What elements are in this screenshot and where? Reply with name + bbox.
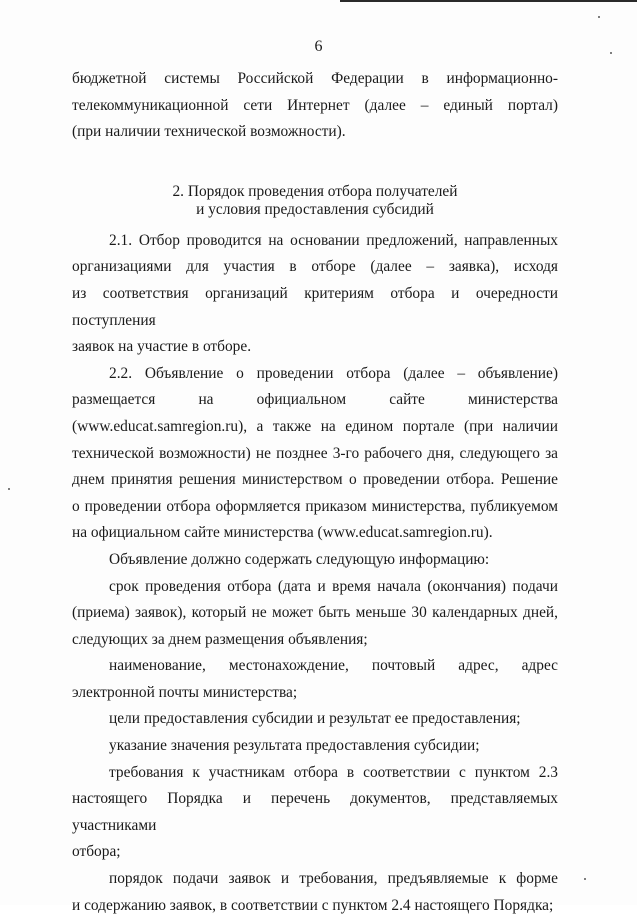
scan-top-rule bbox=[340, 0, 637, 2]
page-number: 6 bbox=[314, 38, 323, 55]
paragraph-2-2 bbox=[72, 361, 558, 547]
announcement-intro bbox=[72, 547, 558, 574]
text-line: бюджетной системы Российской Федерации в информационно- bbox=[72, 70, 558, 87]
text-line: порядок подачи заявок и требования, предъявляемые к форме bbox=[109, 870, 558, 888]
text-line: указание значения результата предоставления субсидии; bbox=[109, 737, 480, 755]
text-line: требования к участникам отбора в соответствии с пунктом 2.3 bbox=[109, 763, 558, 781]
text-line: телекоммуникационной сети Интернет (далее – единый портал) bbox=[72, 96, 558, 114]
text-line: срок проведения отбора (дата и время начала (окончания) подачи bbox=[109, 577, 558, 595]
list-item bbox=[72, 866, 558, 919]
text-line: организациями для участия в отборе (далее – заявка), исходя bbox=[72, 258, 558, 276]
text-line: (www.educat.samregion.ru), а также на едином портале (при наличии bbox=[72, 417, 558, 435]
text-line: заявок на участие в отборе. bbox=[72, 338, 252, 356]
text-line: Объявление должно содержать следующую информацию: bbox=[109, 550, 490, 568]
scan-speck bbox=[8, 488, 10, 490]
list-item bbox=[72, 760, 558, 866]
text-line: размещается на официальном сайте министерства bbox=[72, 391, 558, 409]
section-heading-line: 2. Порядок проведения отбора получателей bbox=[172, 182, 458, 200]
text-line: отбора; bbox=[72, 843, 121, 861]
text-line: из соответствия организаций критериям отбора и очередности поступления bbox=[72, 284, 558, 329]
list-item bbox=[72, 574, 558, 654]
list-item bbox=[72, 733, 558, 760]
text-line: о проведении отбора оформляется приказом министерства, публикуемом bbox=[72, 497, 558, 515]
text-line: следующих за днем размещения объявления; bbox=[72, 630, 368, 648]
scan-speck bbox=[598, 16, 600, 18]
list-item bbox=[72, 706, 558, 733]
text-line: на официальном сайте министерства (www.educat.samregion.ru). bbox=[72, 524, 493, 542]
document-body bbox=[72, 66, 558, 919]
text-line: днем принятия решения министерством о проведении отбора. Решение bbox=[72, 471, 558, 489]
text-line: 2.1. Отбор проводится на основании предложений, направленных bbox=[109, 231, 558, 249]
text-line: наименование, местонахождение, почтовый адрес, адрес bbox=[109, 657, 558, 675]
intro-paragraph bbox=[72, 66, 558, 146]
section-heading-line: и условия предоставления субсидий bbox=[196, 200, 434, 218]
text-line: технической возможности) не позднее 3-го рабочего дня, следующего за bbox=[72, 444, 558, 462]
paragraph-2-1 bbox=[72, 228, 558, 361]
text-line: электронной почты министерства; bbox=[72, 683, 298, 701]
list-item bbox=[72, 653, 558, 706]
text-line: (приема) заявок), который не может быть меньше 30 календарных дней, bbox=[72, 604, 558, 622]
scan-speck bbox=[584, 878, 586, 880]
section-heading bbox=[72, 183, 558, 219]
text-line: (при наличии технической возможности). bbox=[72, 123, 346, 141]
text-line: цели предоставления субсидии и результат ее предоставления; bbox=[109, 710, 521, 728]
text-line: 2.2. Объявление о проведении отбора (далее – объявление) bbox=[109, 364, 558, 382]
text-line: и содержанию заявок, в соответствии с пунктом 2.4 настоящего Порядка; bbox=[72, 896, 554, 914]
text-line: настоящего Порядка и перечень документов, представляемых участниками bbox=[72, 790, 558, 834]
